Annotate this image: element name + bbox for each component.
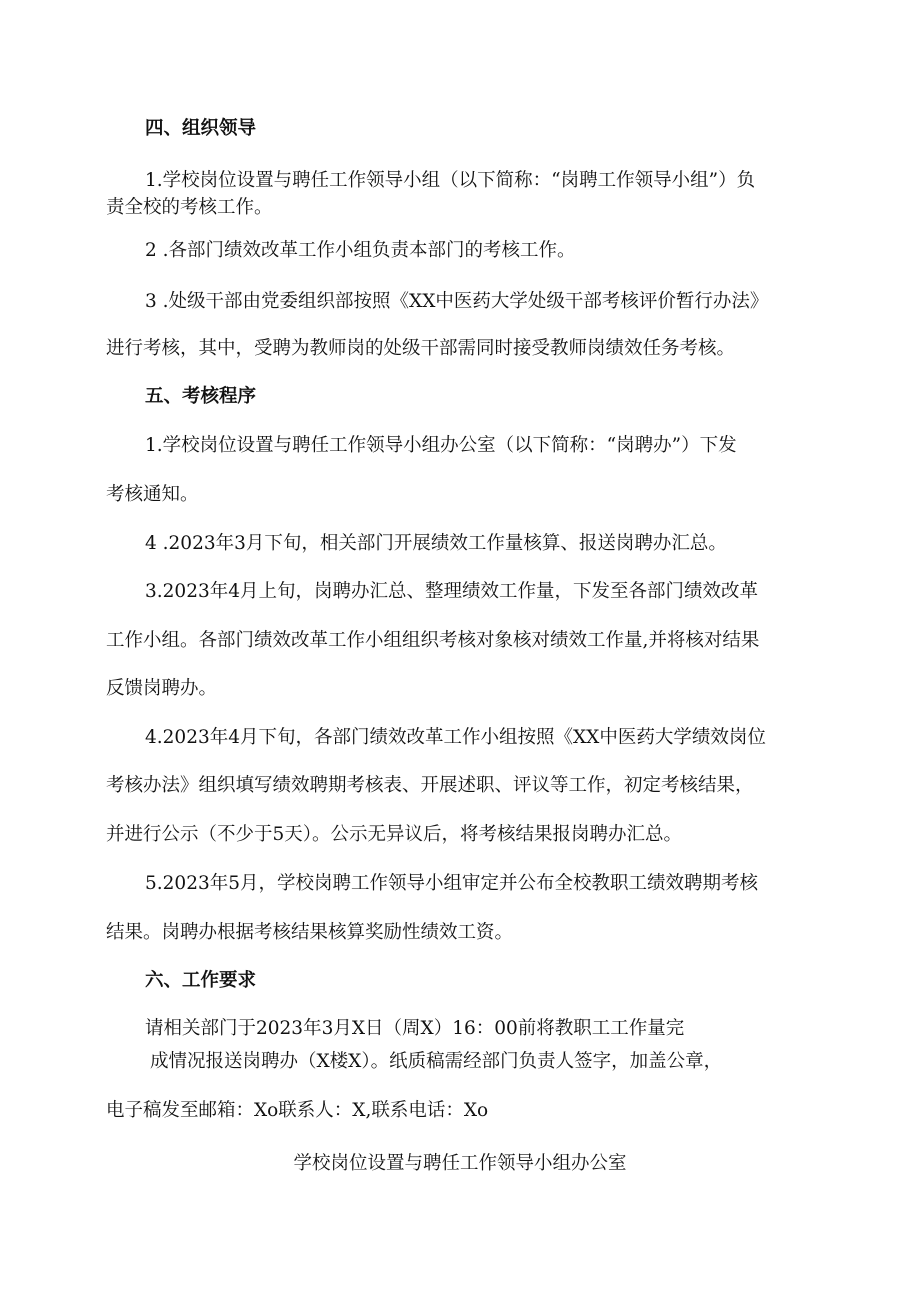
paragraph-line: 结果。岗聘办根据考核结果核算奖励性绩效工资。	[106, 922, 514, 943]
paragraph-line: 考核办法》组织填写绩效聘期考核表、开展述职、评议等工作，初定考核结果，	[106, 775, 754, 796]
paragraph-line: 工作小组。各部门绩效改革工作小组组织考核对象核对绩效工作量,并将核对结果	[106, 630, 760, 651]
paragraph-line: 责全校的考核工作。	[106, 197, 273, 218]
paragraph-line: 反馈岗聘办。	[106, 678, 218, 699]
section-heading-organization: 四、组织领导	[145, 118, 257, 139]
section-heading-procedure: 五、考核程序	[145, 386, 257, 407]
paragraph-line: 进行考核，其中，受聘为教师岗的处级干部需同时接受教师岗绩效任务考核。	[106, 338, 736, 359]
paragraph-line: 电子稿发至邮箱：Xo联系人：X,联系电话：Xo	[106, 1100, 489, 1121]
paragraph-line: 3 .处级干部由党委组织部按照《XX中医药大学处级干部考核评价暂行办法》	[145, 291, 769, 312]
paragraph-line: 请相关部门于2023年3月X日（周X）16：00前将教职工工作量完	[145, 1018, 685, 1039]
paragraph-line: 1.学校岗位设置与聘任工作领导小组办公室（以下简称：“岗聘办”）下发	[145, 435, 737, 456]
paragraph-line: 考核通知。	[106, 484, 199, 505]
paragraph-line: 并进行公示（不少于5天）。公示无异议后，将考核结果报岗聘办汇总。	[106, 824, 683, 845]
paragraph-line: 成情况报送岗聘办（X楼X）。纸质稿需经部门负责人签字，加盖公章，	[150, 1051, 723, 1072]
paragraph-line: 3.2023年4月上旬，岗聘办汇总、整理绩效工作量，下发至各部门绩效改革	[145, 581, 759, 602]
paragraph-line: 4 .2023年3月下旬，相关部门开展绩效工作量核算、报送岗聘办汇总。	[145, 533, 727, 554]
paragraph-line: 4.2023年4月下旬，各部门绩效改革工作小组按照《XX中医药大学绩效岗位	[145, 727, 766, 748]
paragraph-line: 2 .各部门绩效改革工作小组负责本部门的考核工作。	[145, 240, 576, 261]
section-heading-requirements: 六、工作要求	[145, 970, 257, 991]
signature-office: 学校岗位设置与聘任工作领导小组办公室	[293, 1153, 627, 1174]
paragraph-line: 5.2023年5月，学校岗聘工作领导小组审定并公布全校教职工绩效聘期考核	[145, 873, 759, 894]
paragraph-line: 1.学校岗位设置与聘任工作领导小组（以下简称：“岗聘工作领导小组”）负	[145, 170, 756, 191]
